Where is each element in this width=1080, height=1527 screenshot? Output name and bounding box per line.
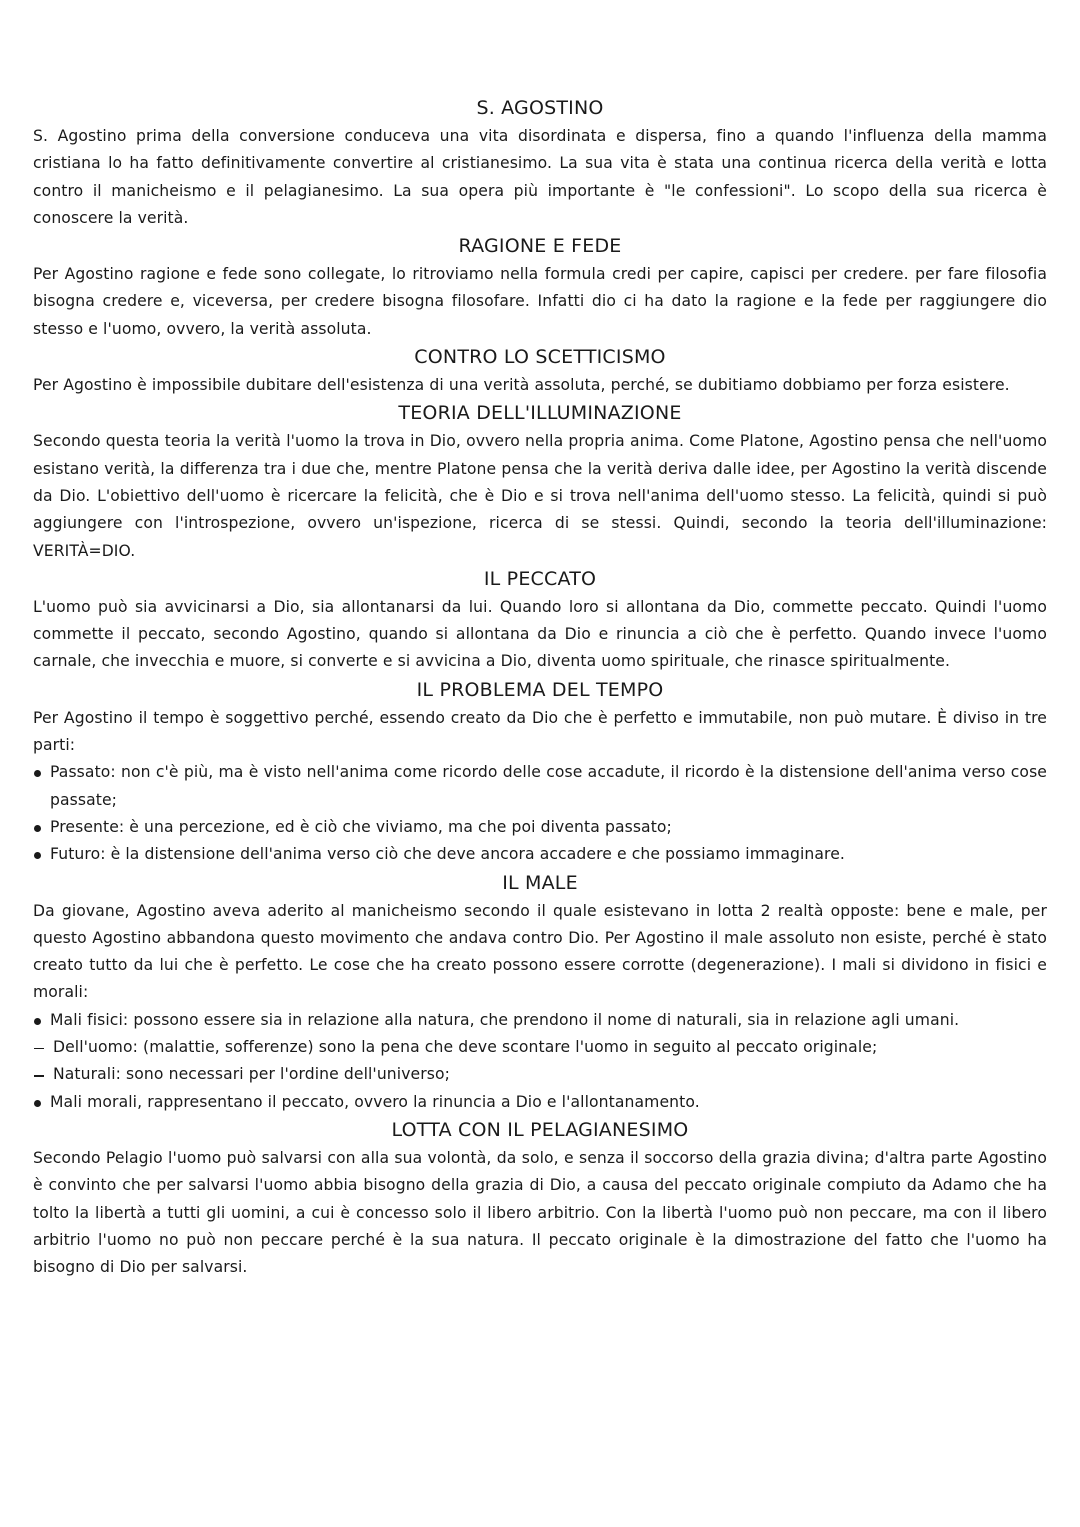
list-item-text: Mali morali, rappresentano il peccato, ovvero la rinuncia a Dio e l'allontanamento.: [50, 1092, 700, 1111]
paragraph-illuminazione: Secondo questa teoria la verità l'uomo la trova in Dio, ovvero nella propria anima. Come Platone, Agostino pensa che nell'uomo esistano verità, la differenza tra i due che, mentre Platone pensa che la verità deriva dalle idee, per Agostino la verità discende da Dio. L'obiettivo dell'uomo è ricercare la felicità, che è Dio e si trova nell'anima dell'uomo stesso. La felicità, quindi si può aggiungere con l'introspezione, ovvero un'ispezione, ricerca di se stessi. Quindi, secondo la teoria dell'illuminazione: VERITÀ=DIO.: [33, 432, 1047, 560]
list-item: [33, 1089, 1047, 1116]
section-title-peccato: IL PECCATO: [483, 567, 597, 590]
paragraph-pelagianesimo: Secondo Pelagio l'uomo può salvarsi con alla sua volontà, da solo, e senza il soccorso della grazia divina; d'altra parte Agostino è convinto che per salvarsi l'uomo abbia bisogno della grazia di Dio, a causa del peccato originale compiuto da Adamo che ha tolto la libertà a tutti gli uomini, a cui è concesso solo il libero arbitrio. Con la libertà l'uomo può non peccare, ma con il libero arbitrio l'uomo no può non peccare perché è la sua natura. Il peccato originale è la dimostrazione del fatto che l'uomo ha bisogno di Dio per salvarsi.: [33, 1148, 1047, 1277]
paragraph-peccato: L'uomo può sia avvicinarsi a Dio, sia allontanarsi da lui. Quando loro si allontana da Dio, commette peccato. Quindi l'uomo commette il peccato, secondo Agostino, quando si allontana da Dio e rinuncia a ciò che è perfetto. Quando invece l'uomo carnale, che invecchia e muore, si converte e si avvicina a Dio, diventa uomo spirituale, che rinasce spiritualmente.: [33, 597, 1047, 671]
section-title-ragione-e-fede: RAGIONE E FEDE: [458, 235, 622, 258]
section-title-scetticismo: CONTRO LO SCETTICISMO: [414, 346, 666, 369]
list-item-text: Presente: è una percezione, ed è ciò che viviamo, ma che poi diventa passato;: [50, 817, 672, 836]
paragraph-male: Da giovane, Agostino aveva aderito al manicheismo secondo il quale esistevano in lotta 2 realtà opposte: bene e male, per questo Agostino abbandona questo movimento che andava contro Dio. Per Agostino il male assoluto non esiste, perché è stato creato tutto da lui che è perfetto. Le cose che ha creato possono essere corrotte (degenerazione). I mali si dividono in fisici e morali:: [33, 901, 1047, 1002]
list-item-text: Mali fisici: possono essere sia in relazione alla natura, che prendono il nome di naturali, sia in relazione agli umani.: [50, 1010, 960, 1029]
section-title-illuminazione: TEORIA DELL'ILLUMINAZIONE: [398, 402, 682, 425]
list-item: [33, 1034, 1047, 1061]
paragraph-tempo: Per Agostino il tempo è soggettivo perché, essendo creato da Dio che è perfetto e immutabile, non può mutare. È diviso in tre parti:: [33, 708, 1047, 755]
list-item: [33, 841, 1047, 868]
list-item-text: Naturali: sono necessari per l'ordine dell'universo;: [53, 1065, 450, 1084]
document-page: [33, 94, 1047, 1281]
section-title-male: IL MALE: [502, 871, 578, 894]
list-item-text: Dell'uomo: (malattie, sofferenze) sono la pena che deve scontare l'uomo in seguito al peccato originale;: [53, 1038, 878, 1057]
paragraph-scetticismo: Per Agostino è impossibile dubitare dell'esistenza di una verità assoluta, perché, se dubitiamo dobbiamo per forza esistere.: [33, 376, 1010, 395]
list-tempo: [33, 759, 1047, 868]
list-item: [33, 759, 1047, 814]
section-title-tempo: IL PROBLEMA DEL TEMPO: [416, 678, 664, 701]
list-item-text: Passato: non c'è più, ma è visto nell'anima come ricordo delle cose accadute, il ricordo è la distensione dell'anima verso cose passate;: [50, 763, 1047, 809]
list-item-text: Futuro: è la distensione dell'anima verso ciò che deve ancora accadere e che possiamo immaginare.: [50, 845, 845, 864]
list-male: [33, 1007, 1047, 1116]
section-title-pelagianesimo: LOTTA CON IL PELAGIANESIMO: [391, 1118, 689, 1141]
list-item: [33, 1061, 1047, 1088]
paragraph-ragione-e-fede: Per Agostino ragione e fede sono collegate, lo ritroviamo nella formula credi per capire, capisci per credere. per fare filosofia bisogna credere e, viceversa, per credere bisogna filosofare. Infatti dio ci ha dato la ragione e la fede per raggiungere dio stesso e l'uomo, ovvero, la verità assoluta.: [33, 265, 1047, 338]
list-item: [33, 1007, 1047, 1034]
section-title-agostino: S. AGOSTINO: [476, 97, 604, 119]
list-item: [33, 814, 1047, 841]
paragraph-agostino-intro: S. Agostino prima della conversione conduceva una vita disordinata e dispersa, fino a quando l'influenza della mamma cristiana lo ha fatto definitivamente convertire al cristianesimo. La sua vita è stata una continua ricerca della verità e lotta contro il manicheismo e il pelagianesimo. La sua opera più importante è "le confessioni". Lo scopo della sua ricerca è conoscere la verità.: [33, 127, 1047, 227]
